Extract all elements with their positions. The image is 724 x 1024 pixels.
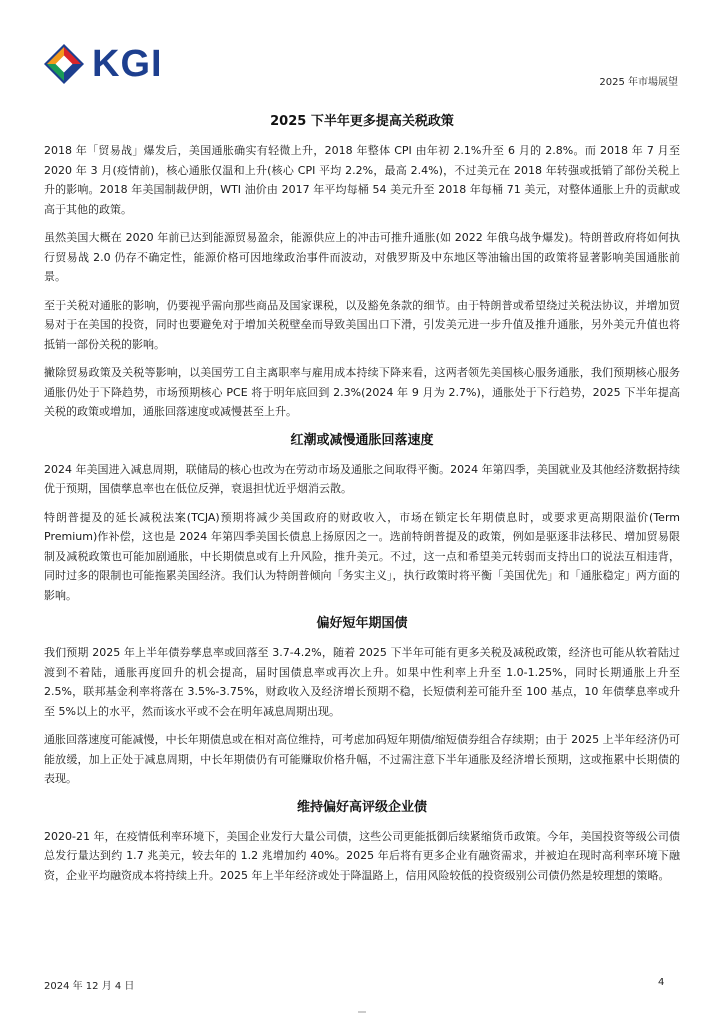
document-body — [44, 112, 680, 894]
section-heading: 维持偏好高评级企业债 — [296, 799, 427, 815]
paragraph: 我们预期 2025 年上半年债券孳息率或回落至 3.7-4.2%，随着 2025 下半年可能有更多关税及减税政策，经济也可能从软着陆过渡到不着陆，通胀再度回升的机会提高，届时国债息率或再次上升。如果中性利率上升至 1.0-1.25%，同时长期通胀上升至 2.5%，联邦基金利率将落在 3.5%-3.75%，财政收入及经济增长预期不稳，长短债利差可能升至 100 基点，10 年债孳息率或升至 5%以上的水平，然而该水平或不会在明年减息周期出现。 — [44, 646, 680, 718]
page-number: 4 — [658, 977, 665, 988]
logo-text: KGI — [92, 43, 163, 85]
paragraph: 特朗普提及的延长减税法案(TCJA)预期将减少美国政府的财政收入，市场在锁定长年期债息时，或要求更高期限溢价(Term Premium)作补偿，这也是 2024 年第四季美国长债息上扬原因之一。选前特朗普提及的政策，例如是驱逐非法移民、增加贸易限制及减税政策也可能加剧通胀，中长期债息或有上升风险，推升美元。不过，这一点和希望美元转弱而支持出口的说法互相违背，同时过多的限制也可能拖累美国经济。我们认为特朗普倾向「务实主义」，执行政策时将平衡「美国优先」和「通胀稳定」两方面的影响。 — [44, 510, 680, 602]
kgi-diamond-logo-icon — [44, 44, 84, 84]
section-heading: 红潮或减慢通胀回落速度 — [290, 432, 434, 448]
paragraph: 2020-21 年，在疫情低利率环境下，美国企业发行大量公司债，这些公司更能抵御后续紧缩货币政策。今年，美国投资等级公司债总发行量达到约 1.7 兆美元，较去年的 1.2 兆增加约 40%。2025 年后将有更多企业有融资需求，并被迫在现时高利率环境下融资，企业平均融资成本将持续上升。2025 年上半年经济或处于降温路上，信用风险较低的投资级别公司债仍然是较理想的策略。 — [44, 829, 680, 882]
paragraph: 撇除贸易政策及关税等影响，以美国劳工自主离职率与雇用成本持续下降来看，这两者领先美国核心服务通胀，我们预期核心服务通胀仍处于下降趋势，市场预期核心 PCE 将于明年底回到 2.3%(2024 年 9 月为 2.7%)，通胀处于下行趋势，2025 下半年提高关税的政策或增加，通胀回落速度或减慢甚至上升。 — [44, 366, 680, 418]
paragraph: 2024 年美国进入减息周期，联储局的核心也改为在劳动市场及通胀之间取得平衡。2024 年第四季，美国就业及其他经济数据持续优于预期，国债孳息率也在低位反弹，衰退担忧近乎烟消云散。 — [44, 462, 680, 495]
section-heading: 偏好短年期国债 — [316, 616, 408, 631]
kgi-logo — [44, 44, 163, 84]
section-heading: 2025 下半年更多提高关税政策 — [270, 114, 454, 129]
paragraph: 2018 年「贸易战」爆发后，美国通胀确实有轻微上升，2018 年整体 CPI 由年初 2.1%升至 6 月的 2.8%。而 2018 年 7 月至 2020 年 3 月(疫情前)，核心通胀仅温和上升(核心 CPI 平均 2.2%，最高 2.4%)，不过美元在 2018 年转强或抵销了部份关税上升的影响。2018 年美国制裁伊朗，WTI 油价由 2017 年平均每桶 54 美元升至 2018 年每桶 71 美元，对整体通胀上升的贡献或高于其他的政策。 — [44, 144, 680, 216]
page-bottom-mark — [358, 1011, 366, 1013]
paragraph: 至于关税对通胀的影响，仍要视乎需向那些商品及国家课税，以及豁免条款的细节。由于特朗普或希望绕过关税法协议，并增加贸易对于在美国的投资，同时也要避免对于增加关税壁垒而导致美国出口下滑，引发美元进一步升值及推升通胀，另外美元升值也将抵销一部份关税的影响。 — [44, 298, 680, 351]
footer-date: 2024 年 12 月 4 日 — [44, 981, 135, 992]
paragraph: 通胀回落速度可能减慢，中长年期债息或在相对高位维持，可考虑加码短年期债/缩短债券组合存续期；由于 2025 上半年经济仍可能放缓，加上正处于减息周期，中长年期债仍有可能赚取价格升幅，不过需注意下半年通胀及经济增长预期，这或拖累中长期债的表现。 — [44, 733, 680, 785]
paragraph: 虽然美国大概在 2020 年前已达到能源贸易盈余，能源供应上的冲击可推升通胀(如 2022 年俄乌战争爆发)。特朗普政府将如何执行贸易战 2.0 仍存不确定性，能源价格可因地缘政治事件而波动，对俄罗斯及中东地区等油输出国的政策将显著影响美国通胀前景。 — [44, 231, 680, 283]
report-title: 2025 年市場展望 — [599, 77, 678, 88]
